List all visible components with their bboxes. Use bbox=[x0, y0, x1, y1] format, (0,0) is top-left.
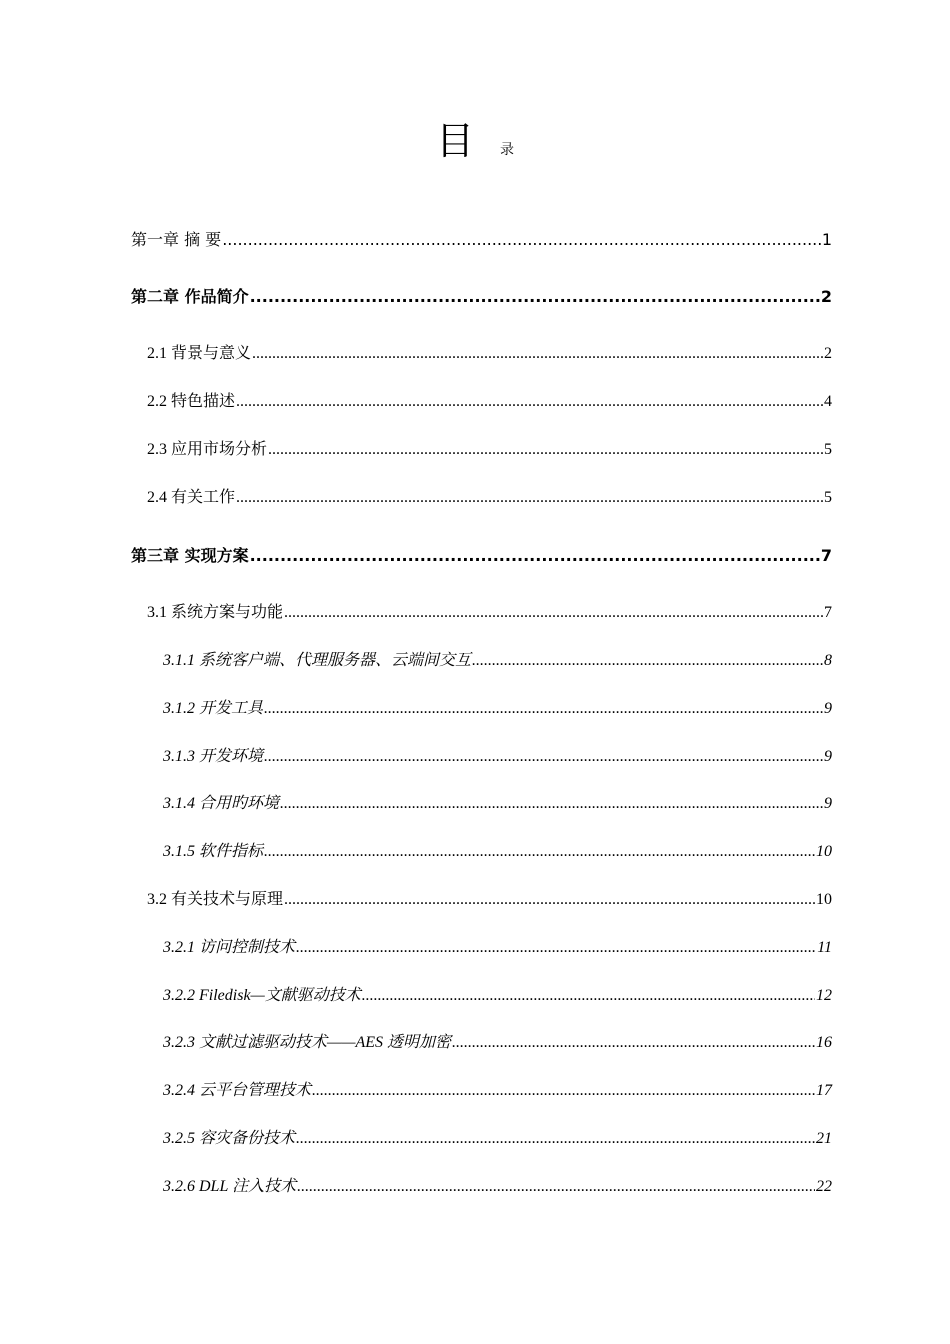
toc-entry-section-2-1[interactable] bbox=[147, 340, 832, 364]
toc-page-number: 21 bbox=[816, 1130, 832, 1147]
toc-leader bbox=[297, 1177, 815, 1197]
toc-page-number: 5 bbox=[824, 489, 832, 506]
toc-entry-label: 2.3 应用市场分析 bbox=[147, 441, 268, 458]
toc-entry-label: 3.2.6 DLL 注入技术 bbox=[163, 1178, 297, 1195]
toc-leader bbox=[280, 794, 823, 814]
toc-page-number: 4 bbox=[824, 393, 832, 410]
toc-page-number: 8 bbox=[824, 652, 832, 669]
toc-entry-label: 3.2.1 访问控制技术 bbox=[163, 939, 296, 956]
toc-leader bbox=[236, 392, 823, 412]
toc-leader bbox=[268, 440, 823, 460]
toc-page-number: 12 bbox=[816, 987, 832, 1004]
toc-leader bbox=[264, 747, 823, 767]
toc-entry-section-3-1-2[interactable] bbox=[163, 695, 832, 719]
toc-entry-label: 第三章 实现方案 bbox=[131, 546, 249, 565]
toc-page-number: 22 bbox=[816, 1178, 832, 1195]
toc-page-number: 2 bbox=[820, 287, 832, 306]
toc-entry-section-3-1-4[interactable] bbox=[163, 790, 832, 814]
toc-entry-label: 3.2.5 容灾备份技术 bbox=[163, 1130, 296, 1147]
toc-page-number: 11 bbox=[817, 939, 832, 956]
toc-leader bbox=[362, 986, 815, 1006]
toc-page-number: 9 bbox=[824, 700, 832, 717]
toc-page-number: 9 bbox=[824, 748, 832, 765]
toc-leader bbox=[284, 603, 823, 623]
toc-entry-label: 3.2.2 Filedisk—文献驱动技术 bbox=[163, 987, 361, 1004]
toc-leader bbox=[264, 842, 815, 862]
toc-title-sub: 录 bbox=[500, 142, 514, 158]
toc-entry-section-3-1-5[interactable] bbox=[163, 838, 832, 862]
toc-entry-label: 3.1.3 开发环境 bbox=[163, 748, 264, 765]
toc-page-number: 1 bbox=[821, 230, 832, 249]
toc-leader bbox=[296, 938, 816, 958]
toc-entry-label: 3.1.5 软件指标 bbox=[163, 843, 264, 860]
toc-entry-section-2-3[interactable] bbox=[147, 436, 832, 460]
toc-entry-label: 3.1.4 合用旳环境 bbox=[163, 795, 280, 812]
toc-entry-section-3-1-1[interactable] bbox=[163, 647, 832, 671]
toc-leader bbox=[252, 344, 823, 364]
toc-entry-label: 3.2.4 云平台管理技术 bbox=[163, 1082, 312, 1099]
toc-entry-section-3-2-6[interactable] bbox=[163, 1173, 832, 1197]
toc-page-number: 5 bbox=[824, 441, 832, 458]
toc-entry-section-3-2-5[interactable] bbox=[163, 1125, 832, 1149]
toc-entry-section-3-2[interactable] bbox=[147, 886, 832, 910]
toc-entry-section-3-2-2[interactable] bbox=[163, 982, 832, 1006]
toc-entry-section-3-2-4[interactable] bbox=[163, 1077, 832, 1101]
toc-leader bbox=[284, 890, 815, 910]
toc-entry-label: 3.2.3 文献过滤驱动技术——AES 透明加密 bbox=[163, 1034, 452, 1051]
toc-entry-label: 3.1.2 开发工具 bbox=[163, 700, 264, 717]
toc-entry-label: 2.1 背景与意义 bbox=[147, 345, 252, 362]
toc-leader bbox=[222, 230, 821, 250]
toc-entry-label: 第二章 作品简介 bbox=[131, 287, 249, 306]
toc-page-number: 17 bbox=[816, 1082, 832, 1099]
toc-page-number: 16 bbox=[816, 1034, 832, 1051]
toc-entry-section-3-1-3[interactable] bbox=[163, 743, 832, 767]
toc-page-number: 2 bbox=[824, 345, 832, 362]
toc-title bbox=[0, 119, 950, 163]
toc-entry-chapter-1[interactable] bbox=[131, 226, 832, 250]
toc-leader bbox=[296, 1129, 815, 1149]
toc-page-number: 10 bbox=[816, 843, 832, 860]
toc-page-number: 10 bbox=[816, 891, 832, 908]
toc-entry-label: 3.1.1 系统客户端、代理服务器、云端间交互 bbox=[163, 652, 472, 669]
toc-entry-chapter-2[interactable] bbox=[131, 283, 832, 307]
toc-leader bbox=[264, 699, 823, 719]
toc-leader bbox=[312, 1081, 815, 1101]
toc-leader bbox=[452, 1033, 815, 1053]
toc-entry-section-2-2[interactable] bbox=[147, 388, 832, 412]
toc-entry-chapter-3[interactable] bbox=[131, 542, 832, 566]
toc-entry-label: 3.1 系统方案与功能 bbox=[147, 604, 284, 621]
toc-entry-label: 2.4 有关工作 bbox=[147, 489, 236, 506]
toc-leader bbox=[250, 546, 820, 566]
toc-page-number: 7 bbox=[820, 546, 832, 565]
toc-entry-section-3-2-1[interactable] bbox=[163, 934, 832, 958]
toc-entry-section-3-2-3[interactable] bbox=[163, 1029, 832, 1053]
toc-page-number: 7 bbox=[824, 604, 832, 621]
toc-entry-section-2-4[interactable] bbox=[147, 484, 832, 508]
toc-entry-label: 2.2 特色描述 bbox=[147, 393, 236, 410]
toc-leader bbox=[472, 651, 823, 671]
toc-title-main: 目 bbox=[435, 119, 474, 163]
toc-entry-section-3-1[interactable] bbox=[147, 599, 832, 623]
toc-leader bbox=[250, 287, 820, 307]
toc-page-number: 9 bbox=[824, 795, 832, 812]
toc-entry-label: 第一章 摘 要 bbox=[131, 230, 222, 249]
toc-entry-label: 3.2 有关技术与原理 bbox=[147, 891, 284, 908]
toc-leader bbox=[236, 488, 823, 508]
